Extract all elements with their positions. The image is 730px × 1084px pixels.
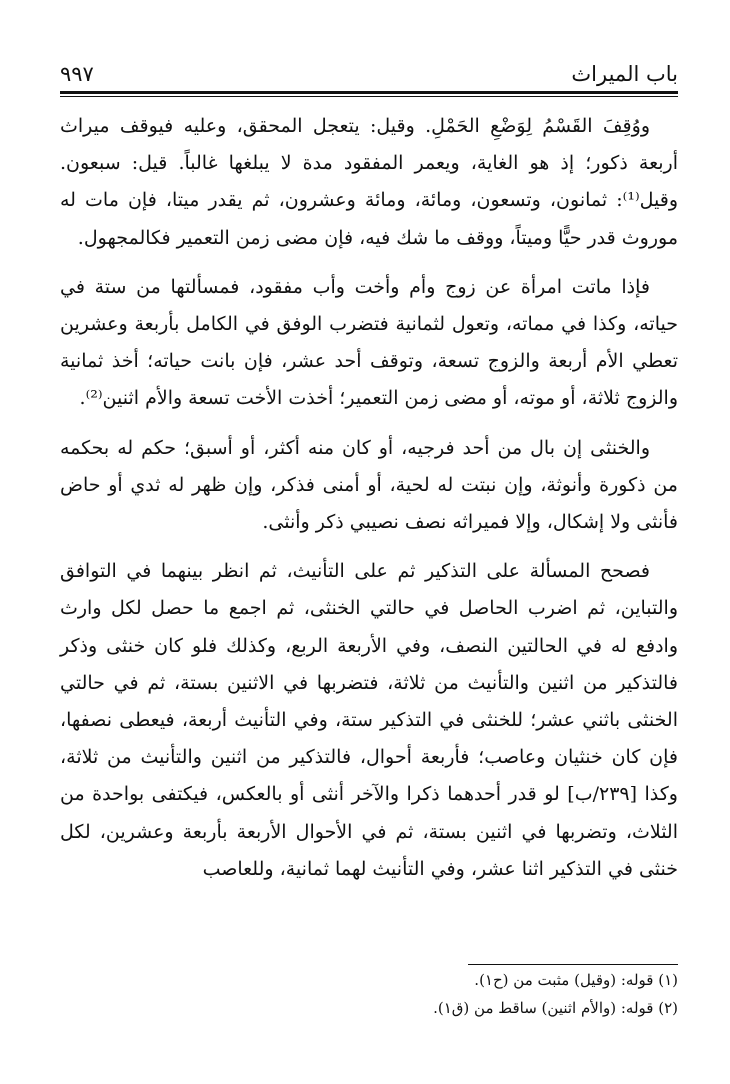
footnote-separator <box>468 964 678 965</box>
footnote: (١) قوله: (وقيل) مثبت من (ح١). <box>474 971 678 989</box>
paragraph: فإذا ماتت امرأة عن زوج وأم وأخت وأب مفقود، فمسألتها من ستة في حياته، وكذا في مماته، وتعول لثمانية فتضرب الوفق في الكامل بأربعة وعشرين تعطي الأم أربعة والزوج تسعة، وتوقف أحد عشر، فإن بانت حياته؛ أخذ ثمانية والزوج ثلاثة، أو موته، أو مضى زمن التعمير؛ أخذت الأخت تسعة والأم اثنين⁽²⁾. <box>60 275 678 410</box>
paragraph: فصحح المسألة على التذكير ثم على التأنيث، ثم انظر بينهما في التوافق والتباين، ثم اضرب الحاصل في حالتي الخنثى، ثم اجمع ما حصل لكل وارث وادفع له في الحالتين النصف، وفي الأربعة الربع، وكذلك فلو كان خنثى وذكر فالتذكير من اثنين والتأنيث من ثلاثة، فتضربها في الاثنين بستة، ثم في حالتي الخنثى باثني عشر؛ للخنثى في التذكير ستة، وفي التأنيث أربعة، فيعطى نصفها، فإن كان خنثيان وعاصب؛ فأربعة أحوال، فالتذكير من اثنين والتأنيث من ثلاثة، وكذا [٢٣٩/ب] لو قدر أحدهما ذكرا والآخر أنثى أو بالعكس، فيكتفى بواحدة من الثلاث، وتضربها في اثنين بستة، ثم في الأحوال الأربعة بأربعة وعشرين، لكل خنثى في التذكير اثنا عشر، وفي التأنيث لهما ثمانية، وللعاصب <box>60 560 678 880</box>
chapter-title: باب الميراث <box>571 62 678 86</box>
header-rule-thin <box>60 96 678 97</box>
page-number: ٩٩٧ <box>60 62 94 86</box>
page-header <box>60 58 678 86</box>
footnotes <box>60 966 678 1022</box>
paragraph: والخنثى إن بال من أحد فرجيه، أو كان منه أكثر، أو أسبق؛ حكم له بحكمه من ذكورة وأنوثة، وإن نبتت له لحية، أو أمنى فذكر، وإن ظهر له ثدي أو حاض فأنثى ولا إشكال، وإلا فميراثه نصف نصيبي ذكر وأنثى. <box>60 436 678 534</box>
footnote: (٢) قوله: (والأم اثنين) ساقط من (ق١). <box>433 999 678 1017</box>
header-rule <box>60 91 678 94</box>
main-text <box>60 108 678 888</box>
book-page <box>60 0 678 1084</box>
paragraph: ووُقِفَ القَسْمُ لِوَضْعِ الحَمْلِ. وقيل: يتعجل المحقق، وعليه فيوقف ميراث أربعة ذكور؛ إذ هو الغاية، ويعمر المفقود مدة لا يبلغها غالباً. قيل: سبعون. وقيل⁽¹⁾: ثمانون، وتسعون، ومائة، ومائة وعشرون، ثم يقدر ميتا، فإن مات له موروث قدر حيًّا وميتاً، ووقف ما شك فيه، فإن مضى زمن التعمير فكالمجهول. <box>60 115 678 249</box>
